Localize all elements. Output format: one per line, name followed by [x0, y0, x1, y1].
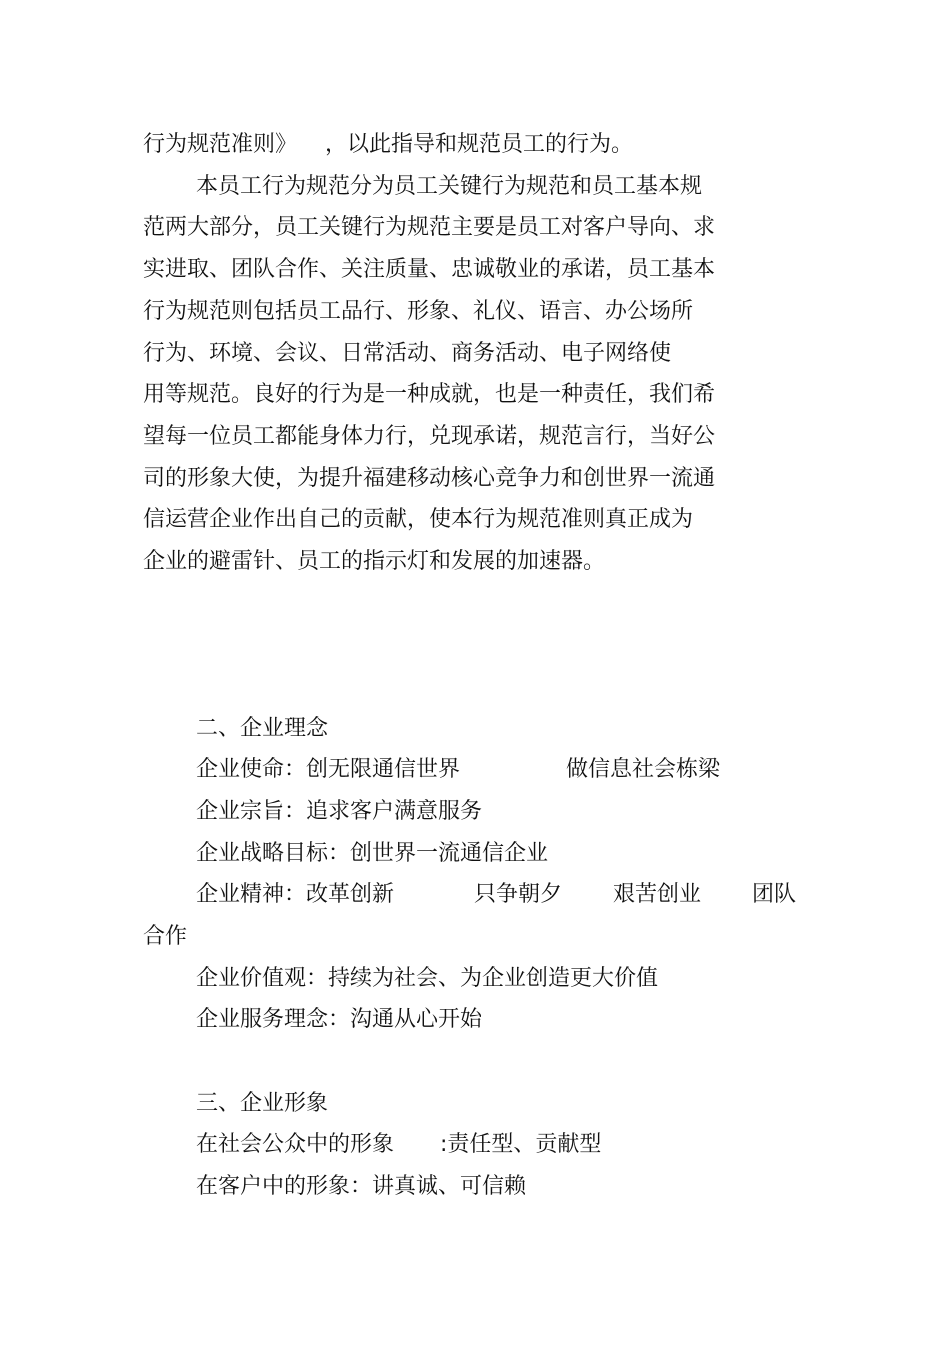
public-image-label: 在社会公众中的形象	[196, 1132, 395, 1157]
intro-line: 范两大部分，员工关键行为规范主要是员工对客户导向、求	[143, 215, 716, 240]
spirit-item-2: 只争朝夕	[474, 882, 563, 907]
purpose-line: 企业宗旨：追求客户满意服务	[196, 799, 483, 824]
mission-value-2: 做信息社会栋梁	[566, 757, 721, 782]
values-line: 企业价值观：持续为社会、为企业创造更大价值	[196, 966, 659, 991]
intro-line: 实进取、团队合作、关注质量、忠诚敬业的承诺，员工基本	[143, 257, 716, 282]
customer-image-line: 在客户中的形象：讲真诚、可信赖	[196, 1174, 527, 1199]
intro-line: 用等规范。良好的行为是一种成就，也是一种责任，我们希	[143, 382, 716, 407]
intro-line: 行为、环境、会议、日常活动、商务活动、电子网络使	[143, 341, 672, 366]
strategy-line: 企业战略目标：创世界一流通信企业	[196, 841, 549, 866]
mission-line: 企业使命：创无限通信世界	[196, 757, 461, 782]
service-line: 企业服务理念：沟通从心开始	[196, 1007, 483, 1032]
spirit-item-3: 艰苦创业	[613, 882, 702, 907]
public-image-value: :责任型、贡献型	[440, 1132, 602, 1157]
spirit-line: 企业精神：改革创新	[196, 882, 395, 907]
spirit-wrap: 合作	[143, 924, 188, 949]
intro-line: 行为规范则包括员工品行、形象、礼仪、语言、办公场所	[143, 299, 694, 324]
intro-line: 司的形象大使，为提升福建移动核心竞争力和创世界一流通	[143, 466, 716, 491]
section-heading-image: 三、企业形象	[196, 1091, 329, 1116]
section-heading-philosophy: 二、企业理念	[196, 716, 329, 741]
intro-line: 信运营企业作出自己的贡献，使本行为规范准则真正成为	[143, 507, 694, 532]
intro-line: 行为规范准则》 ，以此指导和规范员工的行为。	[143, 132, 633, 157]
intro-line: 企业的避雷针、员工的指示灯和发展的加速器。	[143, 549, 606, 574]
intro-line: 望每一位员工都能身体力行，兑现承诺，规范言行，当好公	[143, 424, 716, 449]
spirit-item-4: 团队	[752, 882, 797, 907]
intro-line: 本员工行为规范分为员工关键行为规范和员工基本规	[196, 174, 703, 199]
